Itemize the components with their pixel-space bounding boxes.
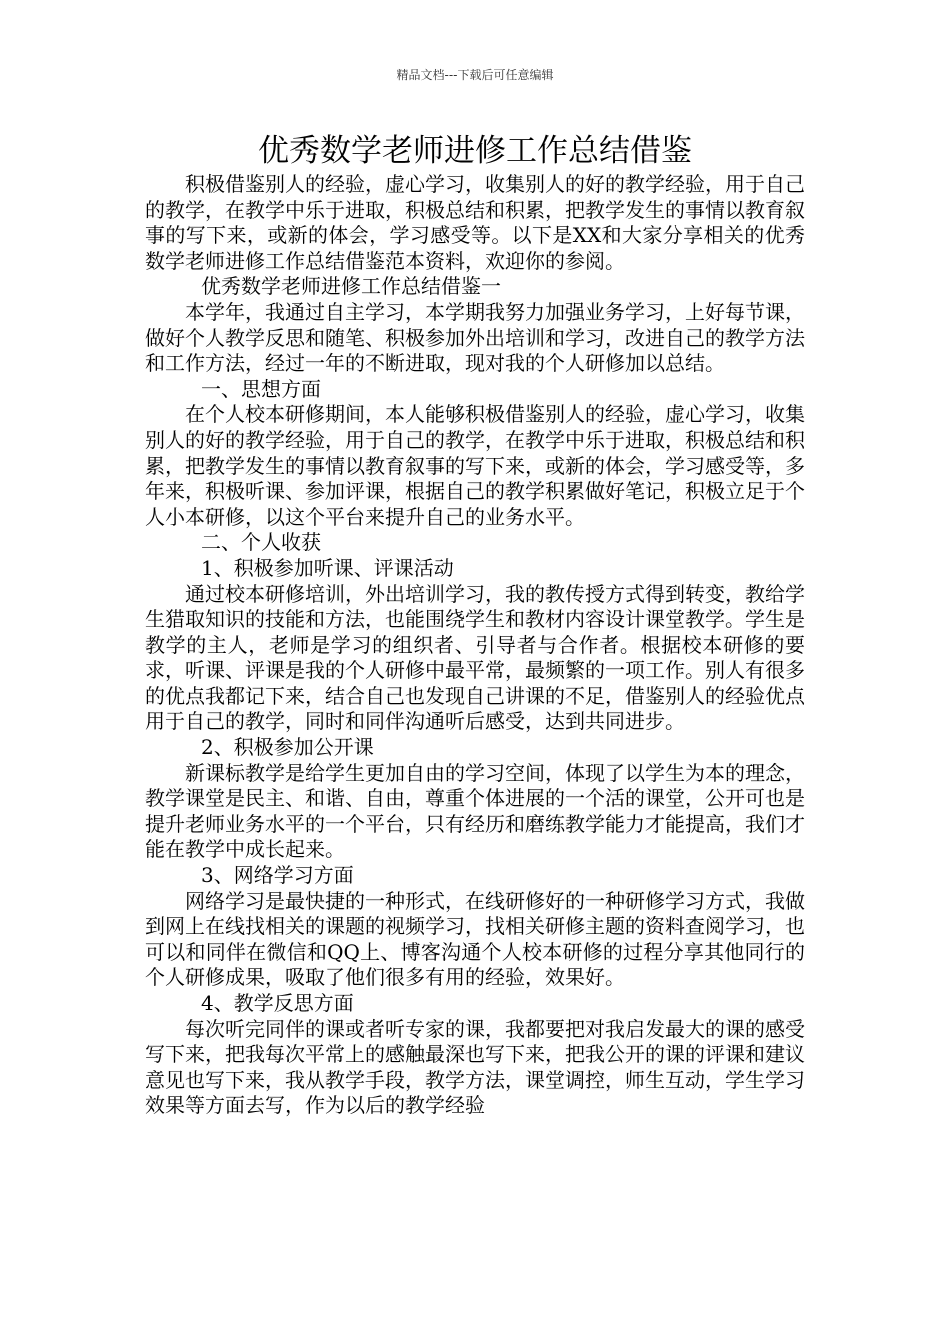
- subheading-teaching-reflection: 4、教学反思方面: [201, 991, 354, 1015]
- paragraph-open-class: 新课标教学是给学生更加自由的学习空间，体现了以学生为本的理念，教学课堂是民主、和谐、自由，尊重个体进展的一个活的课堂，公开可也是提升老师业务水平的一个平台，只有经历和磨练教学能力才能提高，我们才能在教学中成长起来。: [145, 760, 805, 862]
- paragraph-lesson-observation: 通过校本研修培训，外出培训学习，我的教传授方式得到转变，教给学生猎取知识的技能和方法，也能围绕学生和教材内容设计课堂教学。学生是教学的主人，老师是学习的组织者、引导者与合作者。根据校本研修的要求，听课、评课是我的个人研修中最平常，最频繁的一项工作。别人有很多的优点我都记下来，结合自己也发现自己讲课的不足，借鉴别人的经验优点用于自己的教学，同时和同伴沟通听后感受，达到共同进步。: [145, 581, 805, 734]
- paragraph-overview: 本学年，我通过自主学习，本学期我努力加强业务学习，上好每节课，做好个人教学反思和随笔、积极参加外出培训和学习，改进自己的教学方法和工作方法，经过一年的不断进取，现对我的个人研修加以总结。: [145, 299, 805, 376]
- section-heading-gains: 二、个人收获: [201, 530, 321, 555]
- subheading-lesson-observation: 1、积极参加听课、评课活动: [201, 555, 454, 580]
- document-title: 优秀数学老师进修工作总结借鉴: [258, 133, 692, 169]
- section-heading-part-one: 优秀数学老师进修工作总结借鉴一: [201, 274, 501, 299]
- document-body: [145, 172, 805, 1119]
- paragraph-thought: 在个人校本研修期间，本人能够积极借鉴别人的经验，虚心学习，收集别人的好的教学经验，用于自己的教学，在教学中乐于进取，积极总结和积累，把教学发生的事情以教育叙事的写下来，或新的体会，学习感受等，多年来，积极听课、参加评课，根据自己的教学积累做好笔记，积极立足于个人小本研修，以这个平台来提升自己的业务水平。: [145, 402, 805, 529]
- subheading-online-learning: 3、网络学习方面: [201, 863, 354, 888]
- subheading-open-class: 2、积极参加公开课: [201, 735, 374, 760]
- section-heading-thought: 一、思想方面: [201, 376, 321, 401]
- paragraph-intro: 积极借鉴别人的经验，虚心学习，收集别人的好的教学经验，用于自己的教学，在教学中乐于进取，积极总结和积累，把教学发生的事情以教育叙事的写下来，或新的体会，学习感受等。以下是XX和大家分享相关的优秀数学老师进修工作总结借鉴范本资料，欢迎你的参阅。: [145, 172, 805, 273]
- paragraph-teaching-reflection: 每次听完同伴的课或者听专家的课，我都要把对我启发最大的课的感受写下来，把我每次平常上的感触最深也写下来，把我公开的课的评课和建议意见也写下来，我从教学手段，教学方法，课堂调控，师生互动，学生学习效果等方面去写，作为以后的教学经验: [145, 1016, 805, 1118]
- page-header-note: 精品文档---下载后可任意编辑: [396, 68, 554, 82]
- paragraph-online-learning: 网络学习是最快捷的一种形式，在线研修好的一种研修学习方式，我做到网上在线找相关的课题的视频学习，找相关研修主题的资料查阅学习，也可以和同伴在微信和QQ上、博客沟通个人校本研修的过程分享其他同行的个人研修成果，吸取了他们很多有用的经验，效果好。: [145, 888, 805, 990]
